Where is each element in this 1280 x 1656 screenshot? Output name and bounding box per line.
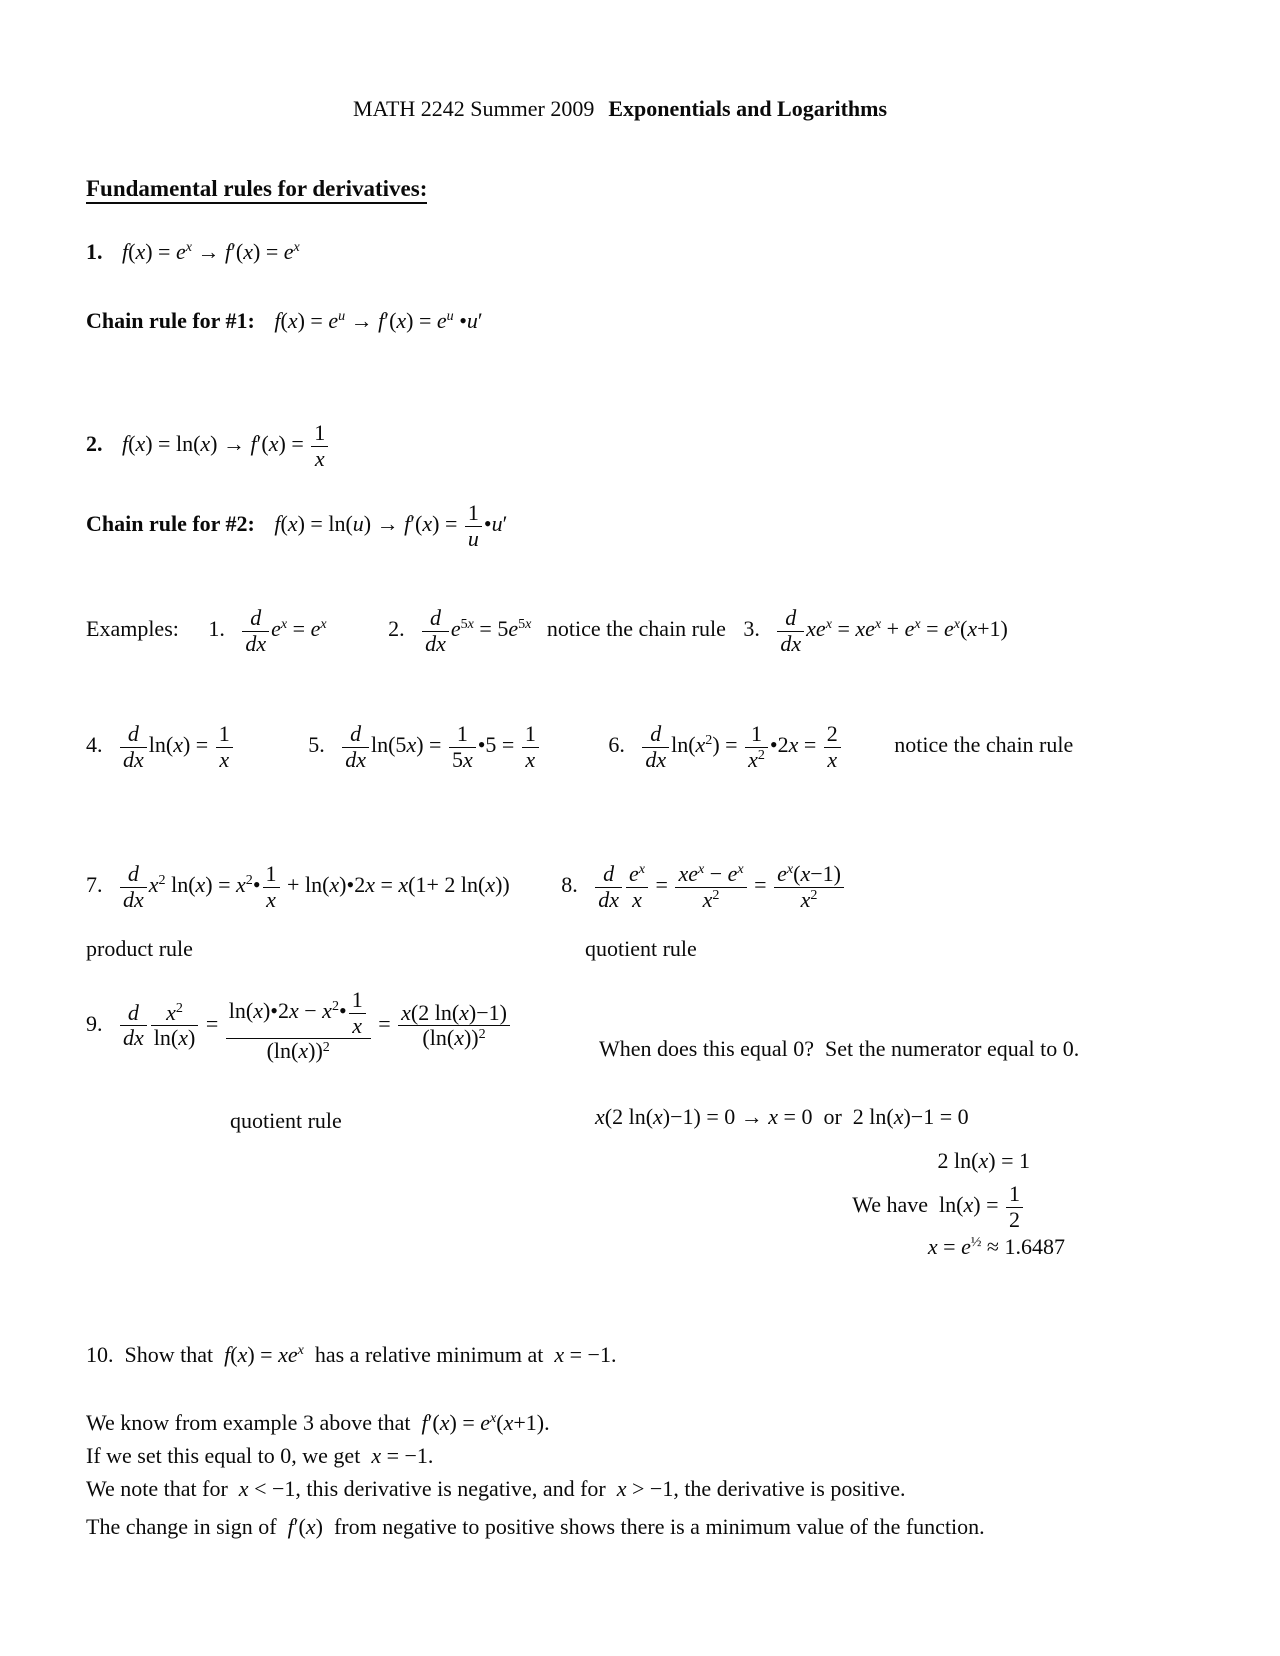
example-2-number: 2. (388, 616, 405, 642)
example-6-formula: $\frac{d}{dx}$ $\ln(x^2)$ = $\frac{1}{x^2}$ •2x = $\frac{2}{x}$ (640, 732, 842, 757)
chain-rule-2-line (86, 501, 507, 551)
page-title (0, 96, 1240, 122)
problem-10-line (86, 1342, 616, 1368)
page-title-course: MATH 2242 Summer 2009 (352, 96, 595, 121)
explanation-line-2 (86, 1443, 433, 1469)
explanation-line-1-text: We know from example 3 above that $f'(x) = e^x(x+1)$. (86, 1410, 550, 1435)
solution-step-2-formula: 2 ln(x) = 1 (937, 1148, 1030, 1173)
example-3-formula: $\frac{d}{dx}$ $xe^x = xe^x + e^x = e^x(x+1)$ (775, 616, 1007, 641)
example-9-note-text: When does this equal 0? Set the numerator equal to 0. (599, 1036, 1080, 1061)
example-8-formula: $\frac{d}{dx}$ $\frac{e^x}{x}$ = $\frac{xe^x - e^x}{x^2}$ = $\frac{e^x(x-1)}{x^2}$ (593, 872, 846, 897)
quotient-rule-label-9-text: quotient rule (230, 1108, 342, 1133)
solution-step-4 (928, 1234, 1065, 1260)
example-9-line (86, 988, 512, 1064)
examples-row-1 (86, 606, 1008, 656)
rule-1-formula: $f(x) = e^x \to f'(x) = e^x$ (122, 239, 300, 264)
product-rule-label-text: product rule (86, 936, 193, 961)
explanation-line-3-text: We note that for x < −1, this derivative is negative, and for x > −1, the derivative is positive. (86, 1476, 906, 1501)
example-1-formula: $\frac{d}{dx}$ $e^x = e^x$ (240, 616, 326, 641)
example-7-number: 7. (86, 872, 103, 898)
chain-rule-2-formula: f(x) = ln(u) → f′(x) = $\frac{1}{u}$ •u′ (274, 500, 508, 551)
examples-row-3 (86, 862, 846, 912)
example-5-formula: $\frac{d}{dx}$ ln(5x) = $\frac{1}{5x}$ •5 = $\frac{1}{x}$ (340, 732, 541, 757)
examples-row-2 (86, 722, 1073, 772)
example-8-number: 8. (561, 872, 578, 898)
solution-step-1 (595, 1104, 969, 1130)
explanation-line-2-text: If we set this equal to 0, we get x = −1. (86, 1443, 434, 1468)
rule-1-number: 1. (86, 239, 103, 264)
rule-2-number: 2. (86, 431, 103, 457)
example-9-formula: $\frac{d}{dx}$ $\frac{x^2}{\ln(x)}$ = ln(x)•2x − $x^2•$ $\frac{1}{x}$ $(\ln(x))^2$ = $\frac{x(2 \ln(x)-1)}{(\ln(x))^2}$ (118, 1011, 512, 1036)
example-3-number: 3. (743, 616, 760, 642)
example-1-number: 1. (208, 616, 225, 642)
rule-1-line (86, 239, 300, 265)
problem-10-text: 10. Show that $f(x) = xe^x$ has a relative minimum at x = −1. (86, 1342, 617, 1367)
solution-step-3-formula: We have ln(x) = $\frac{1}{2}$ (852, 1192, 1025, 1217)
explanation-line-4 (86, 1514, 985, 1540)
page-title-subject: Exponentials and Logarithms (608, 96, 888, 121)
chain-rule-2-label: Chain rule for #2: (86, 511, 255, 537)
example-9-note (599, 1036, 1079, 1062)
section-heading-line (86, 176, 427, 202)
solution-step-1-formula: x(2 ln(x)−1) = 0 → x = 0 or 2 ln(x)−1 = 0 (595, 1104, 969, 1129)
example-2-formula: $\frac{d}{dx}$ $e^{5x} = 5e^{5x}$ (420, 616, 531, 641)
section-heading: Fundamental rules for derivatives: (86, 176, 427, 204)
example-4-number: 4. (86, 732, 103, 758)
example-7-formula: $\frac{d}{dx}$ $x^2$ $\ln(x) = x^2•$ $\frac{1}{x}$ + ln(x)•2x = x(1+ 2 ln(x)) (118, 872, 510, 897)
explanation-line-4-text: The change in sign of f′(x) from negative to positive shows there is a minimum value of the function. (86, 1514, 985, 1539)
product-rule-label (86, 936, 193, 962)
quotient-rule-label-9 (230, 1108, 342, 1134)
chain-rule-note-example-6: notice the chain rule (894, 732, 1074, 758)
chain-rule-note-example-2: notice the chain rule (546, 616, 726, 642)
solution-step-2 (938, 1148, 1030, 1174)
rule-2-line (86, 421, 330, 471)
example-6-number: 6. (608, 732, 625, 758)
example-9-number: 9. (86, 1010, 103, 1036)
example-5-number: 5. (308, 732, 325, 758)
explanation-line-1 (86, 1410, 550, 1436)
solution-step-3 (852, 1182, 1025, 1232)
examples-label: Examples: (86, 616, 179, 642)
quotient-rule-label-8-text: quotient rule (585, 936, 697, 961)
quotient-rule-label-8 (585, 936, 697, 962)
rule-2-formula: f(x) = ln(x) → f′(x) = $\frac{1}{x}$ (122, 431, 330, 456)
solution-step-4-formula: $x = e^{\frac{1}{2}} \approx 1.6487$ (927, 1234, 1065, 1259)
chain-rule-1-formula: $f(x) = e^u \to f'(x) = e^u$ •u′ (274, 308, 483, 333)
chain-rule-1-line (86, 308, 483, 334)
explanation-line-3 (86, 1476, 906, 1502)
chain-rule-1-label: Chain rule for #1: (86, 308, 255, 333)
example-4-formula: $\frac{d}{dx}$ ln(x) = $\frac{1}{x}$ (118, 732, 235, 757)
